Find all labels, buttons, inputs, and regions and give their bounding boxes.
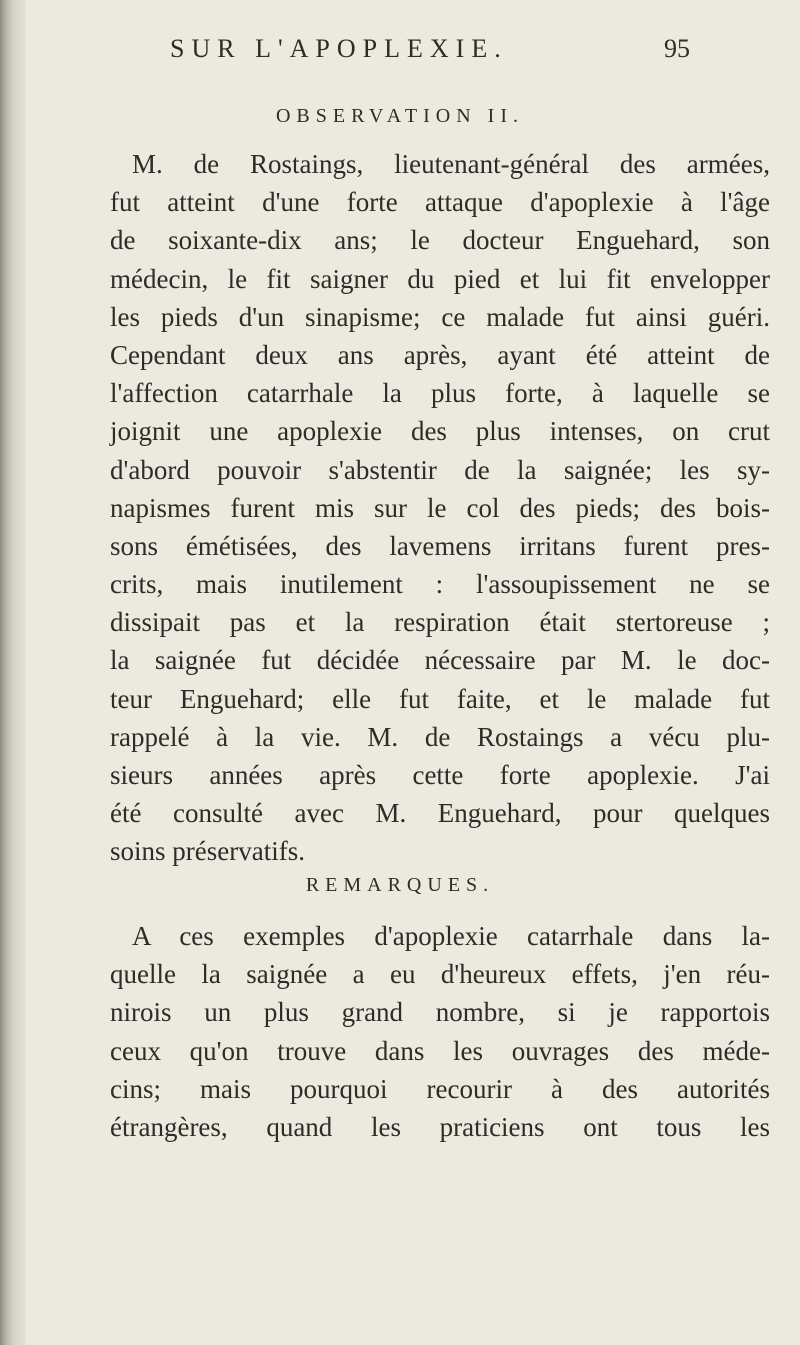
text-line: soins préservatifs.: [110, 836, 305, 867]
running-title: SUR L'APOPLEXIE.: [170, 34, 508, 63]
page-header: [170, 34, 690, 74]
text-line: l'affection catarrhale la plus forte, à laquelle se: [110, 378, 770, 409]
remarques-paragraph: [110, 917, 770, 1146]
text-line: les pieds d'un sinapisme; ce malade fut ainsi guéri.: [110, 301, 770, 332]
remarques-heading: REMARQUES.: [305, 874, 495, 896]
text-line: d'abord pouvoir s'abstentir de la saignée; les sy-: [110, 454, 770, 485]
text-line: joignit une apoplexie des plus intenses, on crut: [110, 416, 770, 447]
text-line: dissipait pas et la respiration était stertoreuse ;: [110, 607, 770, 638]
text-line: ceux qu'on trouve dans les ouvrages des méde-: [110, 1035, 770, 1066]
text-line: A ces exemples d'apoplexie catarrhale dans la-: [132, 921, 770, 951]
text-line: M. de Rostaings, lieutenant-général des armées,: [132, 149, 770, 179]
text-line: la saignée fut décidée nécessaire par M. le doc-: [110, 645, 770, 676]
text-line: rappelé à la vie. M. de Rostaings a vécu plu-: [110, 721, 770, 752]
text-line: étrangères, quand les praticiens ont tous les: [110, 1111, 770, 1142]
text-line: sieurs années après cette forte apoplexie. J'ai: [110, 760, 770, 790]
text-line: teur Enguehard; elle fut faite, et le malade fut: [110, 683, 770, 714]
text-line: napismes furent mis sur le col des pieds; des bois-: [110, 492, 770, 523]
page-number: 95: [664, 34, 690, 63]
text-line: crits, mais inutilement : l'assoupissement ne se: [110, 569, 770, 600]
text-line: quelle la saignée a eu d'heureux effets, j'en réu-: [110, 959, 770, 990]
text-line: cins; mais pourquoi recourir à des autorités: [110, 1073, 770, 1104]
text-line: sons émétisées, des lavemens irritans furent pres-: [110, 530, 770, 561]
text-line: été consulté avec M. Enguehard, pour quelques: [110, 798, 770, 829]
observation-paragraph: [110, 145, 770, 871]
observation-heading: OBSERVATION II.: [275, 105, 525, 127]
text-line: fut atteint d'une forte attaque d'apoplexie à l'âge: [110, 187, 770, 218]
text-line: nirois un plus grand nombre, si je rapportois: [110, 997, 770, 1028]
text-line: médecin, le fit saigner du pied et lui fit envelopper: [110, 263, 770, 294]
page-binding-edge: [0, 0, 26, 1345]
text-line: de soixante-dix ans; le docteur Enguehard, son: [110, 225, 770, 256]
text-line: Cependant deux ans après, ayant été atteint de: [110, 339, 770, 370]
